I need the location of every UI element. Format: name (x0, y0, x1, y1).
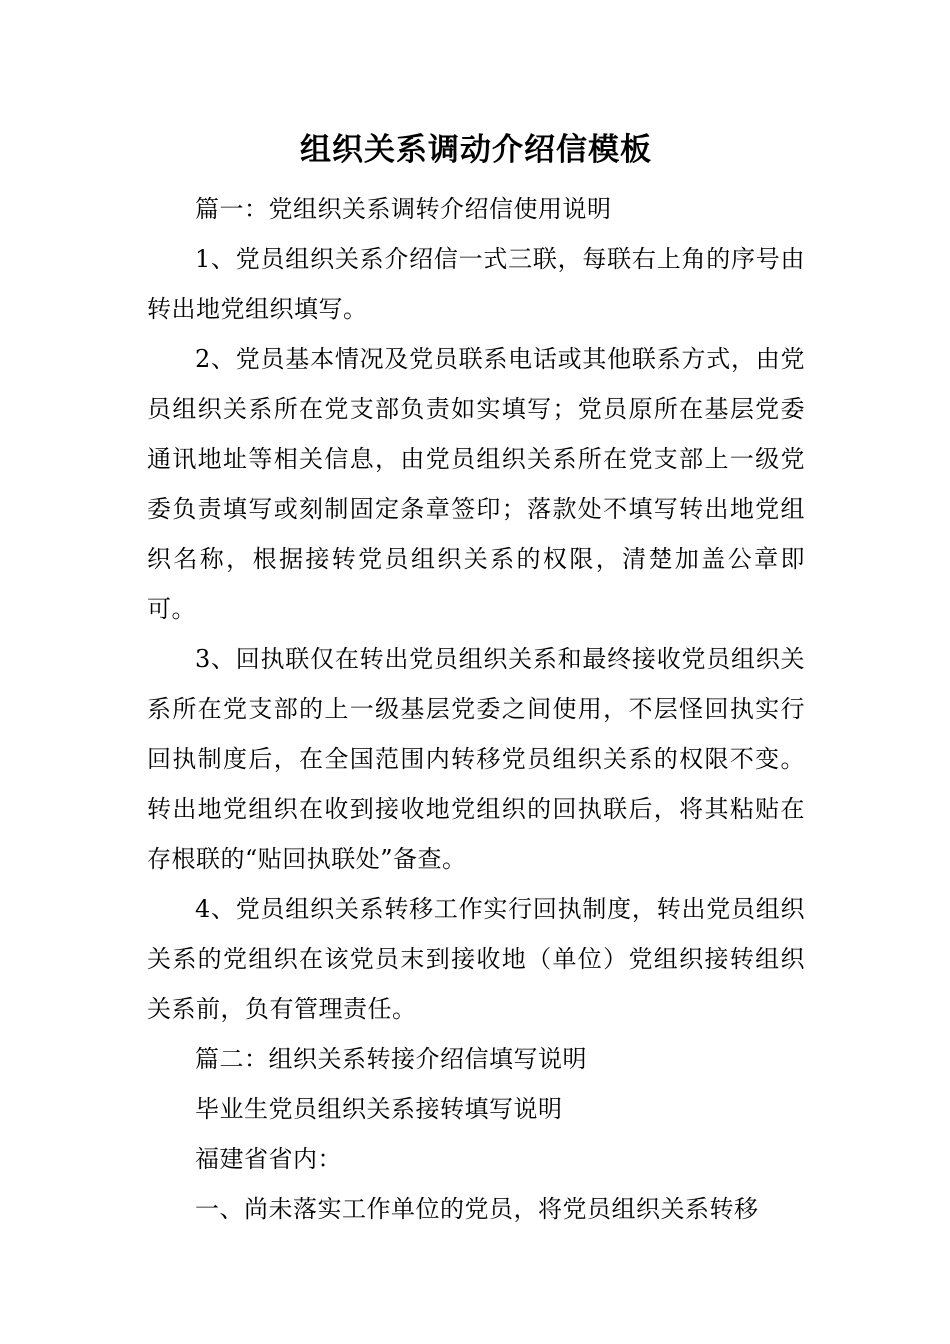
document-title: 组织关系调动介绍信模板 (300, 132, 652, 168)
paragraph-item-unemployed: 一、尚未落实工作单位的党员，将党员组织关系转移 (195, 1195, 759, 1223)
paragraph-item-2: 2、党员基本情况及党员联系电话或其他联系方式，由党员组织关系所在党支部负责如实填写；党员原所在基层党委通讯地址等相关信息，由党员组织关系所在党支部上一级党委负责填写或刻制固定条章签印；落款处不填写转出地党组织名称，根据接转党员组织关系的权限，清楚加盖公章即可。 (147, 345, 805, 623)
subheading-graduates: 毕业生党员组织关系接转填写说明 (195, 1095, 563, 1123)
paragraph-item-3: 3、回执联仅在转出党员组织关系和最终接收党员组织关系所在党支部的上一级基层党委之间使用，不层怪回执实行回执制度后，在全国范围内转移党员组织关系的权限不变。转出地党组织在收到接收地党组织的回执联后，将其粘贴在存根联的“贴回执联处”备查。 (147, 645, 805, 873)
subheading-fujian: 福建省省内： (195, 1145, 342, 1173)
paragraph-item-4: 4、党员组织关系转移工作实行回执制度，转出党员组织关系的党组织在该党员末到接收地（单位）党组织接转组织关系前，负有管理责任。 (147, 895, 805, 1023)
section-heading-1: 篇一：党组织关系调转介绍信使用说明 (195, 195, 612, 223)
section-heading-2: 篇二：组织关系转接介绍信填写说明 (195, 1045, 587, 1073)
paragraph-item-1: 1、党员组织关系介绍信一式三联，每联右上角的序号由转出地党组织填写。 (147, 245, 805, 323)
